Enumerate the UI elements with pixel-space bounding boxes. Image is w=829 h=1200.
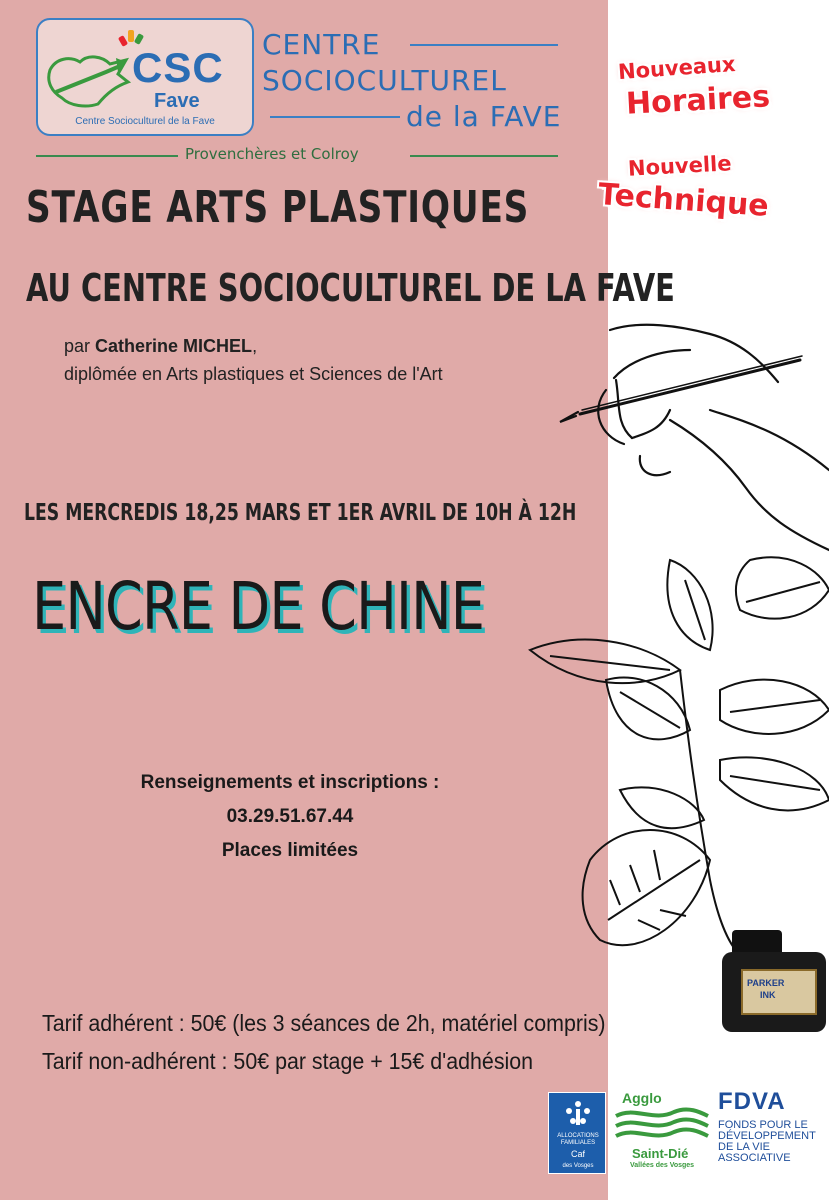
caf-text-3: Caf: [570, 1149, 585, 1159]
technique-title: ENCRE DE CHINE: [32, 568, 485, 645]
event-title: STAGE ARTS PLASTIQUES: [26, 182, 530, 233]
sticker-horaires: Horaires: [625, 79, 771, 122]
header-title-line1: CENTRE: [262, 28, 381, 61]
caf-text-1: ALLOCATIONS: [557, 1133, 599, 1139]
teacher-qualification: diplômée en Arts plastiques et Sciences de l'Art: [64, 364, 443, 384]
fdva-text-1: FDVA: [718, 1088, 786, 1115]
fdva-text-3: DÉVELOPPEMENT: [718, 1130, 816, 1142]
info-phone: 03.29.51.67.44: [226, 806, 354, 827]
teacher-name: Catherine MICHEL: [95, 336, 253, 356]
caf-text-2: FAMILIALES: [560, 1140, 596, 1146]
agglo-text-1: Agglo: [622, 1090, 662, 1106]
header-title-line3: de la FAVE: [406, 100, 562, 133]
logo-subtitle: Centre Socioculturel de la Fave: [75, 116, 215, 127]
price-member: Tarif adhérent : 50€ (les 3 séances de 2h, matériel compris): [42, 1010, 606, 1036]
logo-csc-text: CSC: [132, 44, 224, 91]
fdva-text-4: DE LA VIE: [718, 1141, 770, 1153]
event-subtitle: AU CENTRE SOCIOCULTUREL DE LA FAVE: [26, 266, 675, 310]
map-shape-icon: [46, 52, 136, 112]
town-name: Provenchères et Colroy: [185, 145, 359, 163]
caf-family-icon: [563, 1099, 593, 1129]
header-rule-1: [410, 44, 558, 46]
hand-plant-ink-illustration: [520, 320, 829, 1040]
header-rule-2: [270, 116, 400, 118]
green-rule-right: [410, 155, 558, 157]
event-dates: LES MERCREDIS 18,25 MARS ET 1ER AVRIL DE 10H À 12H: [24, 500, 577, 526]
info-block: [80, 766, 500, 868]
by-suffix: ,: [252, 336, 258, 356]
sticker-nouvelle: Nouvelle: [627, 151, 733, 181]
teacher-block: [64, 332, 443, 388]
sticker-technique: Technique: [597, 177, 770, 224]
fdva-logo: [718, 1088, 828, 1164]
fdva-text-2: FONDS POUR LE: [718, 1119, 808, 1131]
agglo-saint-die-logo: [614, 1090, 710, 1176]
green-rule-left: [36, 155, 178, 157]
logo-fave-text: Fave: [154, 90, 200, 112]
agglo-waves-icon: [614, 1106, 710, 1146]
agglo-text-3: Vallées des Vosges: [630, 1162, 695, 1169]
fdva-text-5: ASSOCIATIVE: [718, 1152, 791, 1164]
caf-text-4: des Vosges: [562, 1163, 594, 1169]
info-line3: Places limitées: [221, 840, 359, 861]
ink-label: PARKER: [747, 978, 785, 988]
ink-label-2: INK: [760, 990, 776, 1000]
info-line1: Renseignements et inscriptions :: [140, 772, 440, 793]
header-title-line2: SOCIOCULTUREL: [262, 64, 507, 97]
sticker-nouveaux: Nouveaux: [617, 51, 737, 85]
caf-logo: [548, 1092, 606, 1174]
price-non-member: Tarif non-adhérent : 50€ par stage + 15€ d'adhésion: [42, 1048, 534, 1074]
agglo-text-2: Saint-Dié: [632, 1146, 689, 1161]
by-prefix: par: [64, 336, 91, 356]
